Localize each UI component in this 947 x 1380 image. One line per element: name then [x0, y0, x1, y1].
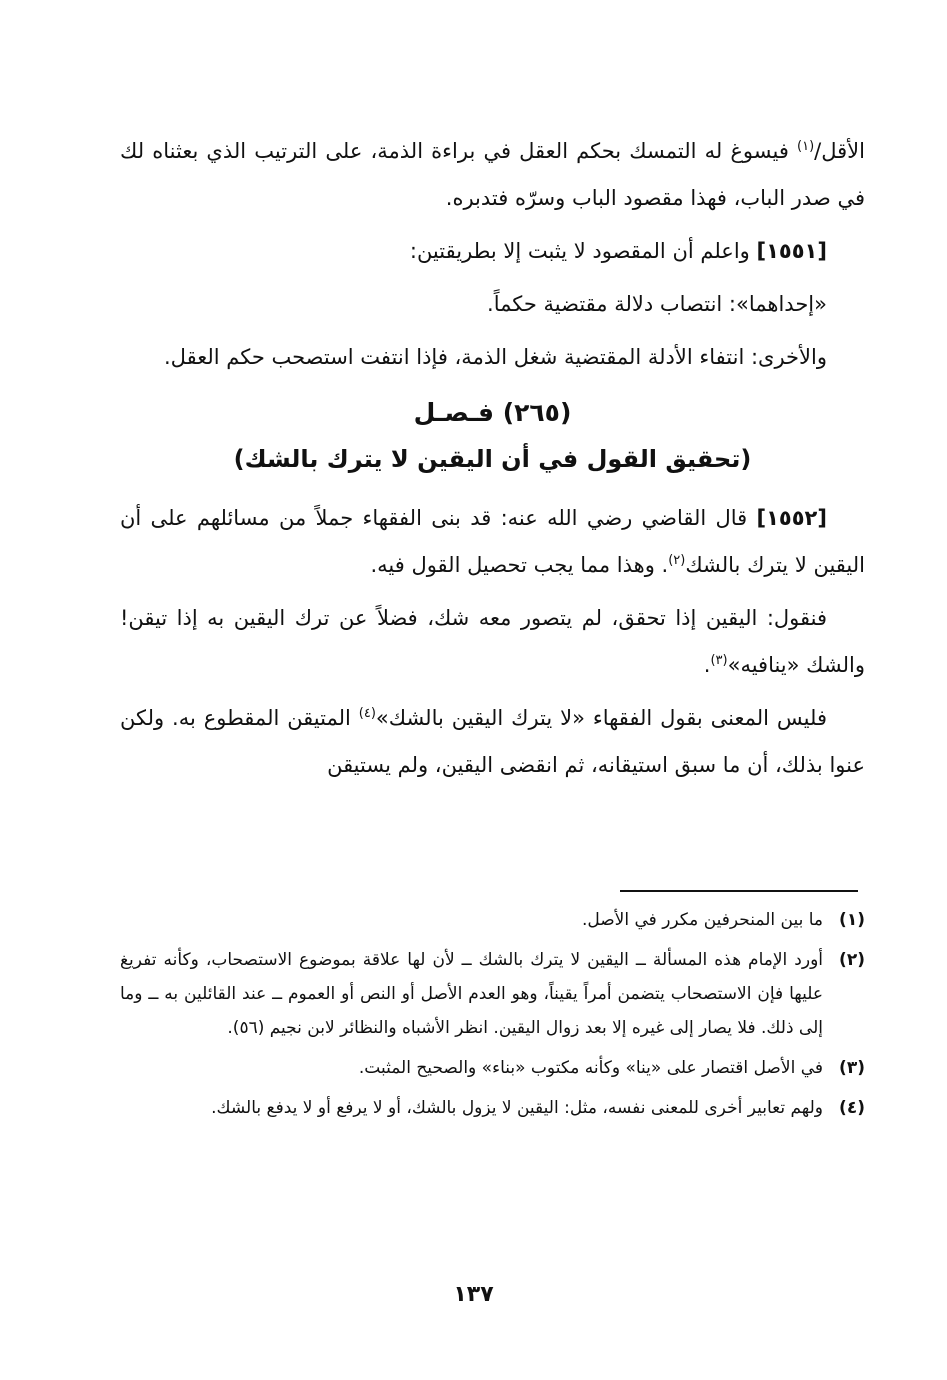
second-way: والأخرى: انتفاء الأدلة المقتضية شغل الذمة، فإذا انتفت استصحب حكم العقل. — [164, 345, 827, 369]
footnote-ref-3[interactable]: (٣) — [710, 653, 728, 668]
paragraph-number-1551: [١٥٥١] — [756, 239, 827, 263]
footnote-number: (٢) — [839, 950, 865, 970]
footnote-number: (١) — [839, 910, 865, 930]
main-text — [120, 128, 865, 795]
footnote-2 — [120, 943, 865, 1045]
paragraph-number-1552: [١٥٥٢] — [756, 506, 827, 530]
paragraph-laysa-text-b: المتيقن المقطوع به. ولكن عنوا بذلك، أن ما سبق استيقانه، ثم انقضى اليقين، ولم يستيقن — [120, 706, 865, 777]
page-number: ١٣٧ — [453, 1282, 494, 1307]
paragraph-laysa-text-a: فليس المعنى بقول الفقهاء «لا يترك اليقين بالشك» — [375, 706, 827, 730]
paragraph-1551 — [120, 228, 865, 275]
paragraph-1551-text: واعلم أن المقصود لا يثبت إلا بطريقتين: — [409, 239, 757, 263]
section-title: (٢٦٥) فـصـل — [413, 398, 572, 427]
paragraph-naqul — [120, 595, 865, 689]
footnote-ref-4[interactable]: (٤) — [358, 706, 376, 721]
footnote-4 — [120, 1091, 865, 1125]
first-way: «إحداهما»: انتصاب دلالة مقتضية حكماً. — [487, 292, 827, 316]
footnote-divider — [620, 890, 858, 892]
paragraph-naqul-text-b: . — [703, 653, 711, 677]
paragraph-laysa — [120, 695, 865, 789]
paragraph-1552-text-b: . وهذا مما يجب تحصيل القول فيه. — [370, 553, 669, 577]
footnote-ref-2[interactable]: (٢) — [668, 553, 686, 568]
footnote-3 — [120, 1051, 865, 1085]
opening-paragraph-rest: فيسوغ له التمسك بحكم العقل في براءة الذمة، على الترتيب الذي بعثناه لك في صدر الباب، فهذا مقصود الباب وسرّه فتدبره. — [120, 139, 865, 210]
footnote-text: ولهم تعابير أخرى للمعنى نفسه، مثل: اليقين لا يزول بالشك، أو لا يرفع أو لا يدفع بالشك. — [211, 1098, 823, 1118]
footnote-1 — [120, 903, 865, 937]
paragraph-1552-text-a: قال القاضي رضي الله عنه: قد بنى الفقهاء جملاً من مسائلهم على أن اليقين لا يترك بالشك — [120, 506, 865, 577]
paragraph-1552 — [120, 495, 865, 589]
opening-paragraph — [120, 128, 865, 222]
footnote-text: أورد الإمام هذه المسألة ــ اليقين لا يترك بالشك ــ لأن لها علاقة بموضوع الاستصحاب، وكأنه تفريغ عليها فإن الاستصحاب يتضمن أمراً يقيناً، وهو العدم الأصل أو النص أو العموم ــ عند القائلين به ــ وما إلى ذلك. فلا يصار إلى غيره إلا بعد زوال اليقين. انظر الأشباه والنظائر لابن نجيم (٥٦). — [120, 950, 823, 1038]
footnotes — [120, 903, 865, 1131]
opening-paragraph-start: الأقل/ — [814, 139, 865, 163]
footnote-text: في الأصل اقتصار على «ينا» وكأنه مكتوب «بناء» والصحيح المثبت. — [358, 1058, 823, 1078]
paragraph-naqul-text-a: فنقول: اليقين إذا تحقق، لم يتصور معه شك، فضلاً عن ترك اليقين به إذا تيقن! والشك «ينافيه» — [120, 606, 865, 677]
section-subtitle: (تحقيق القول في أن اليقين لا يترك بالشك) — [233, 445, 752, 473]
footnote-ref-1[interactable]: (١) — [797, 139, 815, 154]
footnote-text: ما بين المنحرفين مكرر في الأصل. — [581, 910, 823, 930]
footnote-number: (٤) — [839, 1098, 865, 1118]
footnote-number: (٣) — [839, 1058, 865, 1078]
